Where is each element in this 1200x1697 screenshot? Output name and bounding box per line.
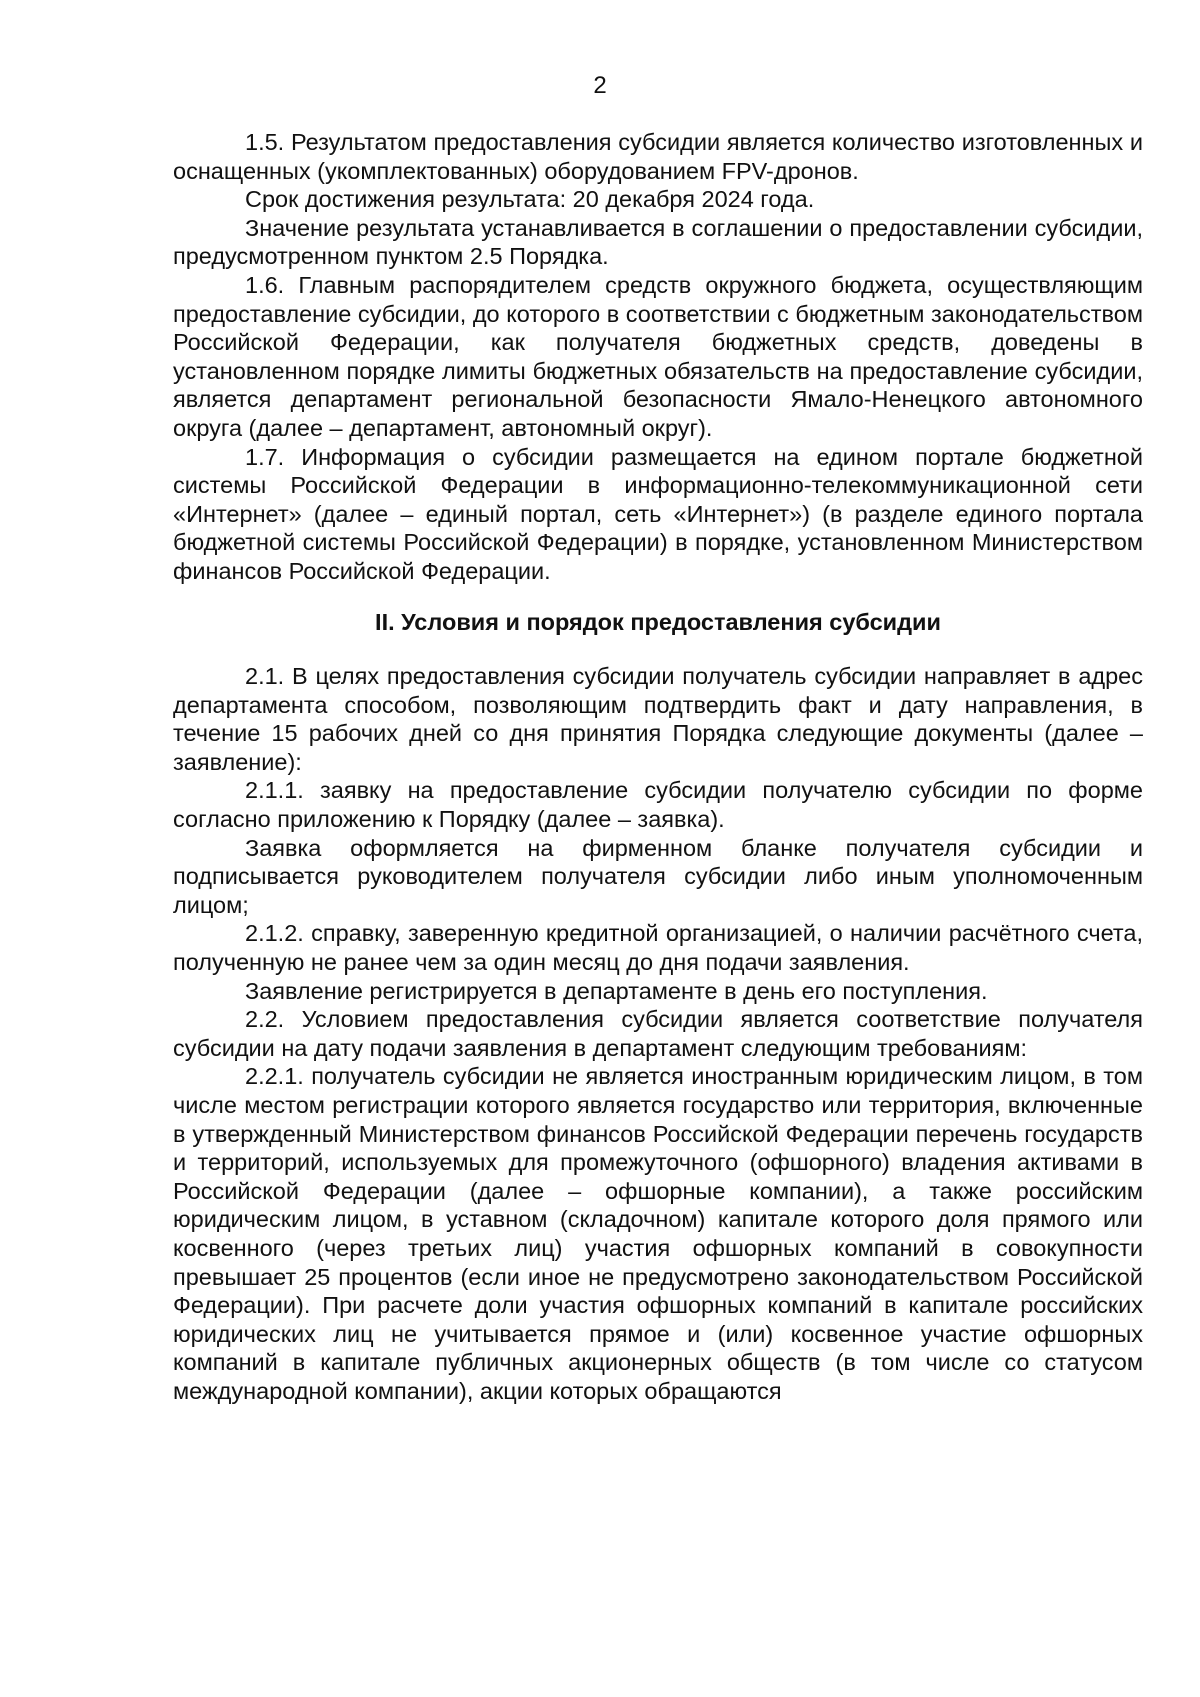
paragraph-registration: Заявление регистрируется в департаменте в день его поступления.: [245, 977, 988, 1004]
paragraph-1-7: 1.7. Информация о субсидии размещается на едином портале бюджетной системы Российской Федерации в информационно-телекоммуникационной сети «Интернет» (далее – единый портал, сеть «Интернет») (в разделе единого портала бюджетной системы Российской Федерации) в порядке, установленном Министерством финансов Российской Федерации.: [173, 443, 1143, 584]
document-body: [173, 128, 1143, 1406]
paragraph-2-1-2: 2.1.2. справку, заверенную кредитной организацией, о наличии расчётного счета, полученную не ранее чем за один месяц до дня подачи заявления.: [173, 920, 1143, 976]
paragraph-2-2: 2.2. Условием предоставления субсидии является соответствие получателя субсидии на дату подачи заявления в департамент следующим требованиям:: [173, 1006, 1143, 1061]
paragraph-application-form: Заявка оформляется на фирменном бланке получателя субсидии и подписывается руководителем получателя субсидии либо иным уполномоченным лицом;: [173, 834, 1143, 918]
section-title: II. Условия и порядок предоставления субсидии: [375, 608, 941, 635]
paragraph-2-2-1: 2.2.1. получатель субсидии не является иностранным юридическим лицом, в том числе местом регистрации которого является государство или территория, включенные в утвержденный Министерством финансов Российской Федерации перечень государств и территорий, используемых для промежуточного (офшорного) владения активами в Российской Федерации (далее – офшорные компании), а также российским юридическим лицом, в уставном (складочном) капитале которого доля прямого или косвенного (через третьих лиц) участия офшорных компаний в совокупности превышает 25 процентов (если иное не предусмотрено законодательством Российской Федерации). При расчете доли участия офшорных компаний в капитале российских юридических лиц не учитывается прямое и (или) косвенное участие офшорных компаний в капитале публичных акционерных обществ (в том числе со статусом международной компании), акции которых обращаются: [173, 1063, 1143, 1404]
page-number: 2: [593, 72, 607, 99]
paragraph-deadline: Срок достижения результата: 20 декабря 2024 года.: [245, 186, 815, 213]
paragraph-2-1: 2.1. В целях предоставления субсидии получатель субсидии направляет в адрес департамента способом, позволяющим подтвердить факт и дату направления, в течение 15 рабочих дней со дня принятия Порядка следующие документы (далее – заявление):: [173, 663, 1143, 775]
paragraph-result-value: Значение результата устанавливается в соглашении о предоставлении субсидии, предусмотренном пунктом 2.5 Порядка.: [173, 214, 1143, 270]
paragraph-2-1-1: 2.1.1. заявку на предоставление субсидии получателю субсидии по форме согласно приложению к Порядку (далее – заявка).: [173, 777, 1143, 833]
paragraph-1-5: 1.5. Результатом предоставления субсидии является количество изготовленных и оснащенных (укомплектованных) оборудованием FPV-дронов.: [173, 129, 1143, 184]
paragraph-1-6: 1.6. Главным распорядителем средств окружного бюджета, осуществляющим предоставление субсидии, до которого в соответствии с бюджетным законодательством Российской Федерации, как получателя бюджетных средств, доведены в установленном порядке лимиты бюджетных обязательств на предоставление субсидии, является департамент региональной безопасности Ямало-Ненецкого автономного округа (далее – департамент, автономный округ).: [173, 271, 1143, 441]
